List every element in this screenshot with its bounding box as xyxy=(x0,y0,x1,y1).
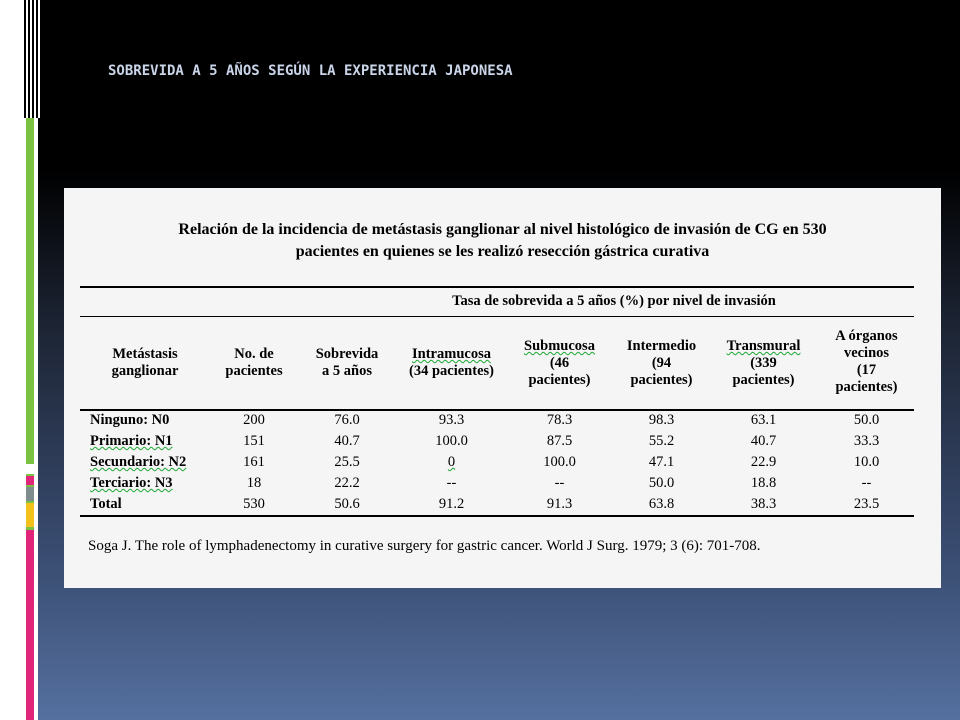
table-cell: 100.0 xyxy=(435,433,468,449)
table-top-rule xyxy=(80,286,914,288)
table-cell: 22.9 xyxy=(750,454,777,470)
col-header-intermedio-l2: (94 xyxy=(651,355,672,371)
table-cell: 151 xyxy=(243,433,265,449)
table-cell: 76.0 xyxy=(334,412,360,428)
table-cell: -- xyxy=(446,475,457,491)
col-header-metastasis xyxy=(80,346,210,380)
table-cell: 10.0 xyxy=(853,454,880,470)
col-header-transmural xyxy=(716,338,811,389)
row-label: Ninguno: N0 xyxy=(90,412,170,428)
table-cell: 25.5 xyxy=(334,454,360,470)
table-cell: 87.5 xyxy=(546,433,573,449)
row-label: Primario: N1 xyxy=(90,433,173,449)
table-cell: 161 xyxy=(243,454,265,470)
col-header-organos-l1: A órganos xyxy=(835,328,898,344)
col-header-survival-l2: a 5 años xyxy=(322,363,372,379)
table-cell: 63.1 xyxy=(750,412,777,428)
col-header-survival xyxy=(302,346,392,380)
table-cell: 98.3 xyxy=(648,412,675,428)
col-header-submucosa-l2: (46 xyxy=(549,355,570,371)
group-header-rule xyxy=(80,316,914,317)
table-cell: 50.6 xyxy=(334,496,360,512)
table-cell: 18.8 xyxy=(750,475,777,491)
accent-square-yellow xyxy=(26,503,34,527)
accent-square-gray xyxy=(26,487,34,501)
table-cell: 530 xyxy=(243,496,265,512)
table-cell: 38.3 xyxy=(750,496,777,512)
table-cell: 91.2 xyxy=(438,496,465,512)
group-header: Tasa de sobrevida a 5 años (%) por nivel de invasión xyxy=(452,293,776,309)
slide-title: SOBREVIDA A 5 AÑOS SEGÚN LA EXPERIENCIA JAPONESA xyxy=(108,63,513,79)
row-label: Secundario: N2 xyxy=(90,454,187,470)
col-header-organos-l4: pacientes) xyxy=(835,379,898,395)
table-cell: 93.3 xyxy=(438,412,465,428)
table-cell: 63.8 xyxy=(648,496,675,512)
col-header-submucosa-l3: pacientes) xyxy=(528,372,591,388)
table-cell: 33.3 xyxy=(853,433,880,449)
col-header-transmural-l1: Transmural xyxy=(726,338,801,354)
table-cell: -- xyxy=(554,475,565,491)
table-bottom-rule xyxy=(80,515,914,517)
col-header-intramucosa-l1: Intramucosa xyxy=(412,346,491,362)
table-cell: 23.5 xyxy=(853,496,880,512)
col-header-intermedio-l1: Intermedio xyxy=(626,338,697,354)
table-cell: 50.0 xyxy=(648,475,675,491)
citation: Soga J. The role of lymphadenectomy in curative surgery for gastric cancer. World J Surg. 1979; 3 (6): 701-708. xyxy=(88,538,761,554)
table-cell: 200 xyxy=(243,412,265,428)
accent-bar-magenta xyxy=(26,530,34,720)
table-cell: 0 xyxy=(447,454,456,470)
table-cell: 50.0 xyxy=(853,412,880,428)
col-header-submucosa-l1: Submucosa xyxy=(524,338,595,354)
col-header-organos-l3: (17 xyxy=(856,362,877,378)
col-header-patients xyxy=(214,346,294,380)
col-header-intermedio-l3: pacientes) xyxy=(630,372,693,388)
col-header-metastasis-l2: ganglionar xyxy=(111,363,179,379)
col-header-intramucosa xyxy=(394,346,509,380)
table-cell: 100.0 xyxy=(543,454,576,470)
col-header-patients-l1: No. de xyxy=(234,346,274,362)
row-label: Terciario: N3 xyxy=(90,475,173,491)
accent-square-magenta xyxy=(26,476,34,485)
table-panel xyxy=(64,188,941,588)
col-header-organos-l2: vecinos xyxy=(843,345,890,361)
table-cell: 55.2 xyxy=(648,433,675,449)
col-header-intermedio xyxy=(614,338,709,389)
table-cell: -- xyxy=(861,475,872,491)
col-header-organos xyxy=(819,328,914,396)
header-bottom-rule xyxy=(80,409,914,411)
col-header-transmural-l3: pacientes) xyxy=(732,372,795,388)
table-cell: 22.2 xyxy=(334,475,360,491)
table-cell: 40.7 xyxy=(750,433,777,449)
col-header-metastasis-l1: Metástasis xyxy=(112,346,178,362)
col-header-survival-l1: Sobrevida xyxy=(315,346,379,362)
table-title-line1: Relación de la incidencia de metástasis ganglionar al nivel histológico de invasión de CG en 530 xyxy=(178,221,827,238)
table-cell: 18 xyxy=(246,475,262,491)
col-header-patients-l2: pacientes xyxy=(225,363,283,379)
col-header-transmural-l2: (339 xyxy=(750,355,777,371)
table-cell: 40.7 xyxy=(334,433,360,449)
table-title-line2: pacientes en quienes se les realizó resección gástrica curativa xyxy=(295,243,710,260)
table-cell: 47.1 xyxy=(648,454,675,470)
table-cell: 91.3 xyxy=(546,496,573,512)
accent-square-white xyxy=(26,464,34,474)
row-label: Total xyxy=(90,496,122,512)
table-cell: 78.3 xyxy=(546,412,573,428)
header-stripes xyxy=(24,0,42,118)
col-header-submucosa xyxy=(512,338,607,389)
col-header-intramucosa-l2: (34 pacientes) xyxy=(409,363,494,379)
table-title xyxy=(64,219,941,263)
